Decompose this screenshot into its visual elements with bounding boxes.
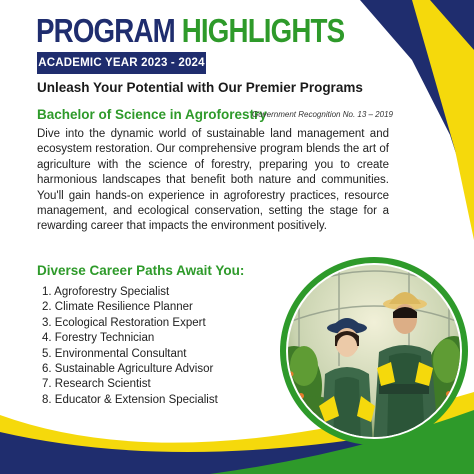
career-item: 6. Sustainable Agriculture Advisor: [42, 363, 214, 376]
academic-year-badge: ACADEMIC YEAR 2023 - 2024: [37, 52, 206, 74]
program-description: Dive into the dynamic world of sustainable land management and ecosystem restoration. Our comprehensive program blends the art of agriculture with the science of forestry, preparing you to create harmonious landscapes that benefit both nature and communities. You'll gain hands-on experience in agroforestry practices, resource management, and ecological conservation, setting the stage for a rewarding career that impacts the environment positively.: [37, 128, 389, 233]
career-item: 8. Educator & Extension Specialist: [42, 393, 218, 406]
career-item: 2. Climate Resilience Planner: [42, 301, 193, 314]
career-item: 7. Research Scientist: [42, 378, 151, 391]
program-name: Bachelor of Science in Agroforestry: [37, 107, 267, 122]
tagline: Unleash Your Potential with Our Premier Programs: [37, 80, 363, 95]
career-paths-heading: Diverse Career Paths Await You:: [37, 263, 245, 278]
career-list: [42, 285, 218, 408]
government-recognition: Government Recognition No. 13 – 2019: [252, 110, 393, 119]
students-in-greenhouse-photo: [279, 256, 469, 446]
title-word-highlights: HIGHLIGHTS: [181, 12, 345, 49]
career-item: 4. Forestry Technician: [42, 332, 155, 345]
page-title: [36, 13, 344, 49]
career-item: 3. Ecological Restoration Expert: [42, 316, 206, 329]
career-item: 1. Agroforestry Specialist: [42, 286, 170, 298]
career-item: 5. Environmental Consultant: [42, 347, 187, 360]
title-word-program: PROGRAM: [36, 12, 175, 49]
